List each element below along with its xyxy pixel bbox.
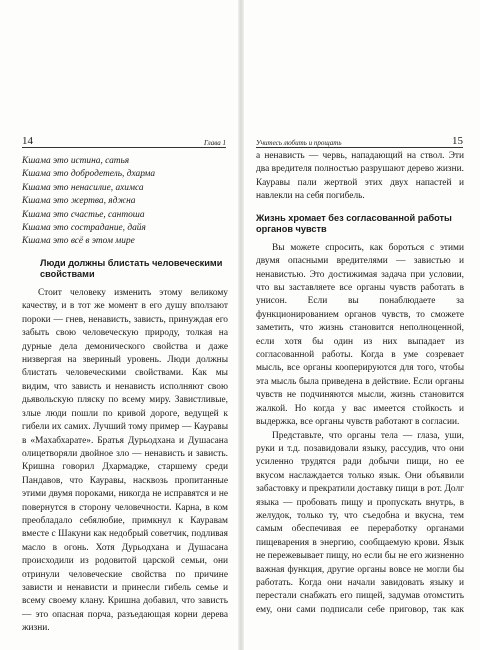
- verse-line: Кшама это счастье, сантоша: [22, 209, 145, 220]
- header-rule: [22, 147, 226, 148]
- left-page-header: [22, 133, 226, 147]
- section-heading: Люди должны блистать человеческими свойствами: [40, 257, 223, 280]
- body-paragraph: Представьте, что органы тела — глаза, уши, руки и т.д. позавидовали языку, рассудив, что они усиленно трудятся ради добычи пищи, но ее вкусом наслаждается только язык. Они объявили забастовку и прекратили доставку пищи в рот. Долг языка — пробовать пищу и пропускать внутрь, в желудок, только ту, что съедобна и вкусна, тем самым обеспечивая ее переработку органами пищеварения в энергию, сообщаемую крови. Язык не пережевывает пищу, но если бы не его жизненно важная функция, другие органы вовсе не могли бы работать. Когда они начали завидовать языку и перестали снабжать его пищей, задумав отомстить ему, они сами подписали себе приговор, так как: [256, 430, 464, 615]
- right-page: [244, 0, 480, 650]
- section-heading: Жизнь хромает без согласованной работы органов чувств: [256, 212, 452, 235]
- verse-line: Кшама это истина, сатья: [22, 156, 130, 166]
- body-paragraph: Стоит человеку изменить этому великому качеству, и в тот же момент в его душу вползают пороки — гнев, ненависть, зависть, принуждая его забыть свою человеческую природу, толкая на дурные дела демонического свойства и даже низвергая на звериный уровень. Люди должны блистать человеческими свойствами. Как мы видим, что зависть и ненависть исполняют свою дьявольскую пляску по всему миру. Завистливые, злые люди пошли по кривой дороге, ведущей к гибели их самих. Лучший тому пример — Кауравы в «Махабхарате». Братья Дурьодхана и Душасана олицетворяли двойное зло — ненависть и зависть. Кришна говорил Дхармадже, старшему среди Пандавов, что Кауравы, насквозь пропитанные этими двумя пороками, никогда не исправятся и не повернутся в сторону человечности. Карна, в ком преобладало себялюбие, примкнул к Кауравам вместе с Шакуни как недобрый советчик, подливая масло в огонь. Хотя Дурьодхана и Душасана происходили из родовитой царской семьи, они отринули человеческие свойства по причине зависти и ненависти и принесли гибель семье и всему своему клану. Кришна добавил, что зависть — это опасная порча, разъедающая корни дерева жизни.: [22, 288, 228, 634]
- left-page-body: [22, 150, 228, 636]
- verse-line: Кшама это ненасилие, ахимса: [22, 182, 144, 193]
- right-page-body: [256, 150, 464, 617]
- verse-line: Кшама это всё в этом мире: [22, 236, 135, 247]
- page-number: 15: [452, 135, 463, 147]
- verse-line: Кшама это сострадание, дайя: [22, 223, 146, 234]
- left-page: [0, 0, 238, 650]
- body-paragraph: Вы можете спросить, как бороться с этими двумя опасными вредителями — завистью и ненавистью. Это достижимая задача при условии, что вы заставляете все органы чувств работать в унисон. Если вы понаблюдаете за функционированием органов чувств, то сможете заметить, что жизнь становится неполноценной, если хотя бы один из них выпадает из согласованной работы. Когда в уме созревает мысль, все органы кооперируются для того, чтобы эта мысль была приведена в действие. Если органы чувств не подчиняются мысли, жизнь становится жалкой. Но когда у вас имеется стойкость и выдержка, все органы чувств работают в согласии.: [256, 242, 464, 428]
- running-head: Учитесь любить и прощать: [256, 139, 342, 147]
- right-page-header: [256, 133, 463, 147]
- running-head: Глава 1: [204, 139, 226, 147]
- body-paragraph: а ненависть — червь, нападающий на ствол. Эти два вредителя полностью разрушают дерево жизни. Кауравы пали жертвой этих двух напастей и навлекли на себя погибель.: [256, 151, 464, 202]
- header-rule: [256, 147, 463, 148]
- verse-line: Кшама это жертва, яджна: [22, 196, 136, 207]
- page-number: 14: [22, 135, 33, 147]
- verse-block: [22, 155, 228, 249]
- verse-line: Кшама это добродетель, дхарма: [22, 169, 156, 180]
